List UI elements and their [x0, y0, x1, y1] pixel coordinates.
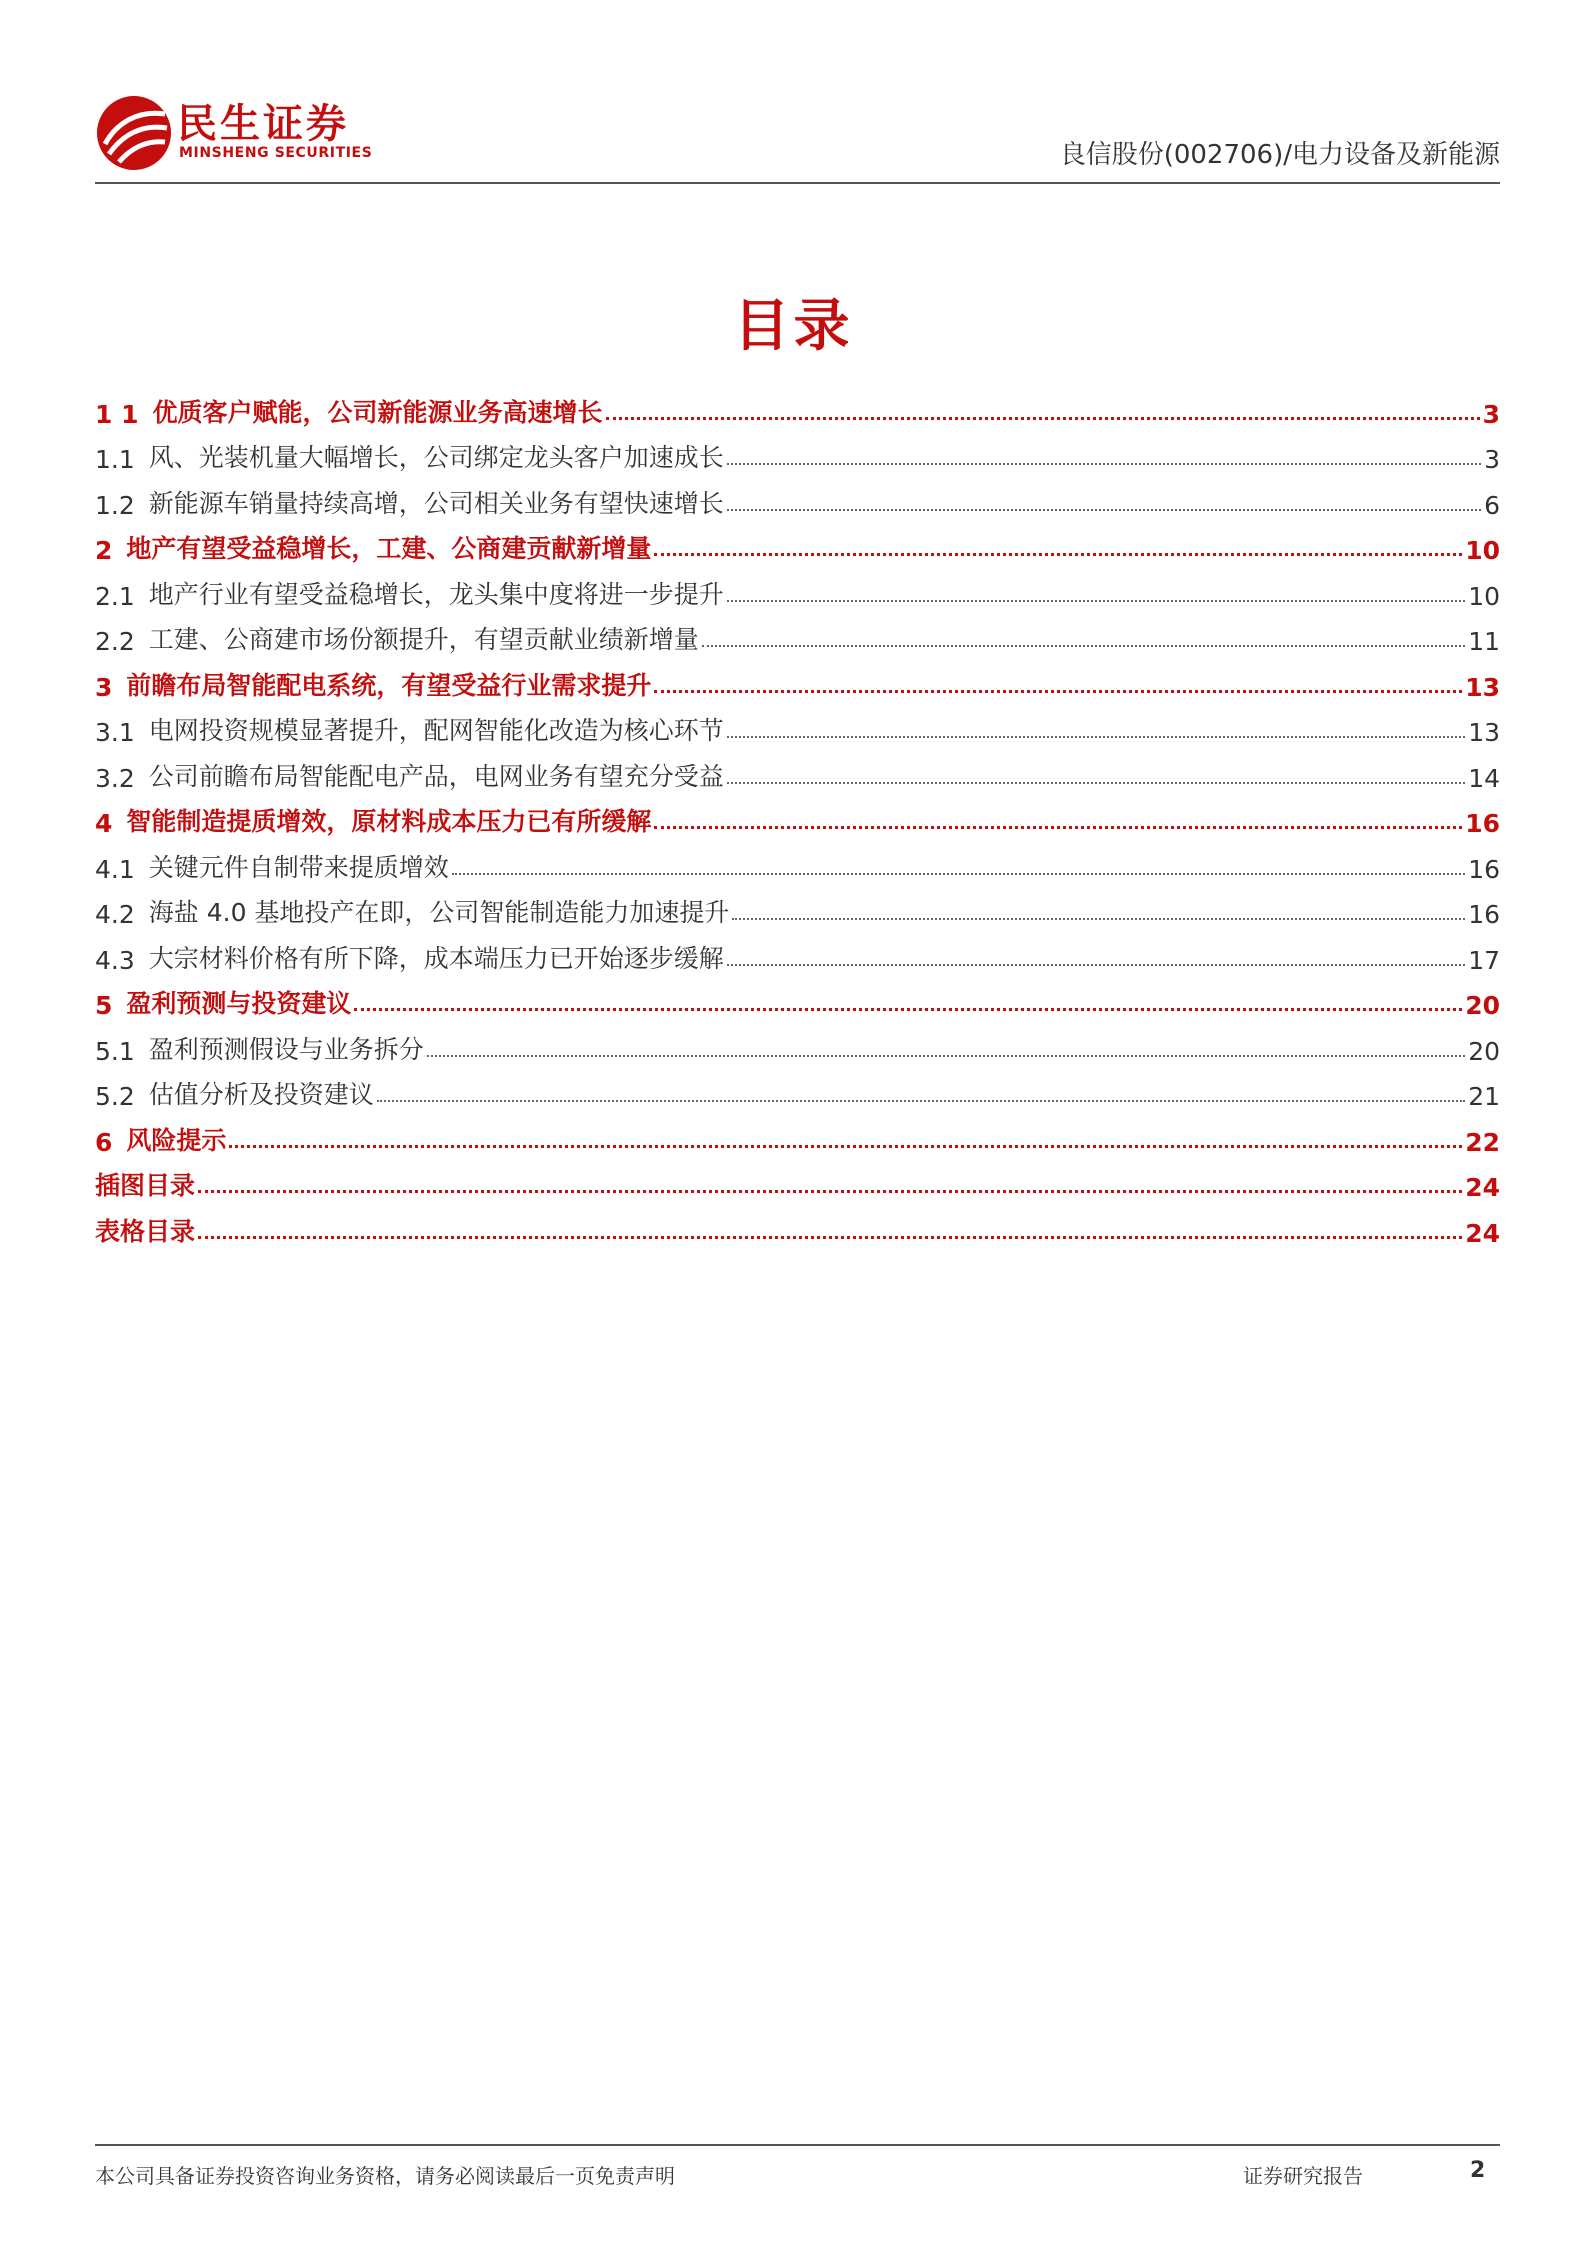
- toc-entry-title: 优质客户赋能，公司新能源业务高速增长: [152, 397, 603, 427]
- toc-entry-title: 工建、公商建市场份额提升，有望贡献业绩新增量: [148, 625, 699, 654]
- toc-entry-title: 电网投资规模显著提升，配网智能化改造为核心环节: [148, 716, 724, 745]
- report-subject: 良信股份(002706)/电力设备及新能源: [1059, 140, 1500, 170]
- toc-entry-section[interactable]: [95, 793, 1500, 839]
- toc-entry-subsection[interactable]: [95, 1020, 1500, 1066]
- toc-entry-number: 6: [95, 1127, 113, 1157]
- toc-entry-title: 估值分析及投资建议: [148, 1080, 374, 1109]
- toc-entry-number: 3.2: [95, 763, 135, 793]
- toc-dot-leader: [452, 873, 1465, 875]
- toc-entry-page: 3: [1484, 445, 1500, 474]
- toc-entry-subsection[interactable]: [95, 429, 1500, 475]
- footer-disclaimer: 本公司具备证券投资咨询业务资格，请务必阅读最后一页免责声明: [95, 2164, 675, 2188]
- toc-entry-subsection[interactable]: [95, 1066, 1500, 1112]
- toc-entry-page: 16: [1465, 809, 1500, 838]
- toc-entry-subsection[interactable]: [95, 838, 1500, 884]
- toc-entry-title: 地产有望受益稳增长，工建、公商建贡献新增量: [126, 534, 652, 563]
- toc-entry-section[interactable]: [95, 1157, 1500, 1203]
- toc-entry-subsection[interactable]: [95, 611, 1500, 657]
- toc-entry-section[interactable]: [95, 1111, 1500, 1157]
- company-logo: [95, 88, 395, 184]
- toc-entry-number: 1.2: [95, 490, 135, 520]
- toc-dot-leader: [727, 736, 1465, 738]
- toc-entry-number: 2: [95, 536, 113, 565]
- toc-dot-leader: [198, 1190, 1462, 1193]
- toc-entry-page: 13: [1468, 718, 1500, 747]
- toc-entry-number: 4.3: [95, 945, 135, 975]
- toc-entry-title: 风险提示: [126, 1125, 227, 1155]
- toc-title: 目录: [733, 294, 854, 359]
- toc-entry-subsection[interactable]: [95, 884, 1500, 930]
- toc-entry-number: 1 1: [95, 399, 139, 429]
- toc-dot-leader: [654, 690, 1462, 693]
- toc-entry-subsection[interactable]: [95, 565, 1500, 611]
- toc-entry-subsection[interactable]: [95, 474, 1500, 520]
- toc-entry-title: 前瞻布局智能配电系统，有望受益行业需求提升: [126, 670, 652, 700]
- toc-entry-page: 24: [1465, 1173, 1500, 1202]
- toc-entry-title: 表格目录: [95, 1216, 196, 1246]
- toc-dot-leader: [354, 1008, 1462, 1011]
- toc-entry-title: 公司前瞻布局智能配电产品，电网业务有望充分受益: [148, 761, 724, 791]
- table-of-contents: [95, 383, 1500, 1248]
- toc-entry-section[interactable]: [95, 520, 1500, 566]
- toc-entry-subsection[interactable]: [95, 747, 1500, 793]
- toc-entry-title: 插图目录: [95, 1171, 196, 1200]
- page-header: [95, 88, 1500, 184]
- toc-dot-leader: [732, 918, 1465, 920]
- toc-entry-page: 11: [1468, 627, 1500, 656]
- toc-entry-section[interactable]: [95, 656, 1500, 702]
- toc-entry-page: 3: [1482, 399, 1500, 429]
- toc-entry-title: 智能制造提质增效，原材料成本压力已有所缓解: [126, 807, 652, 836]
- toc-entry-title: 盈利预测与投资建议: [126, 989, 352, 1018]
- toc-entry-subsection[interactable]: [95, 929, 1500, 975]
- toc-entry-number: 4.1: [95, 854, 135, 884]
- toc-entry-title: 风、光装机量大幅增长，公司绑定龙头客户加速成长: [148, 443, 724, 472]
- toc-entry-number: 5.1: [95, 1036, 135, 1066]
- toc-entry-page: 16: [1468, 900, 1500, 929]
- toc-entry-page: 13: [1465, 672, 1500, 702]
- toc-entry-number: 4.2: [95, 900, 135, 929]
- toc-entry-title: 盈利预测假设与业务拆分: [148, 1034, 424, 1064]
- toc-dot-leader: [198, 1236, 1462, 1239]
- toc-entry-subsection[interactable]: [95, 702, 1500, 748]
- toc-entry-number: 3.1: [95, 718, 135, 747]
- toc-entry-number: 3: [95, 672, 113, 702]
- toc-dot-leader: [654, 553, 1462, 556]
- logo-chinese-name: 民生证券: [177, 101, 349, 147]
- logo-english-name: MINSHENG SECURITIES: [179, 145, 373, 161]
- page-number: 2: [1470, 2158, 1486, 2183]
- toc-entry-number: 2.1: [95, 581, 135, 611]
- toc-entry-section[interactable]: [95, 383, 1500, 429]
- toc-dot-leader: [727, 509, 1481, 511]
- toc-entry-title: 新能源车销量持续高增，公司相关业务有望快速增长: [148, 488, 724, 518]
- toc-dot-leader: [727, 964, 1465, 966]
- toc-entry-title: 关键元件自制带来提质增效: [148, 852, 449, 882]
- toc-entry-number: 4: [95, 809, 113, 838]
- toc-entry-title: 大宗材料价格有所下降，成本端压力已开始逐步缓解: [148, 943, 724, 973]
- toc-entry-page: 10: [1468, 581, 1500, 611]
- toc-entry-page: 21: [1468, 1082, 1500, 1111]
- toc-entry-page: 14: [1468, 763, 1500, 793]
- toc-dot-leader: [377, 1100, 1465, 1102]
- toc-entry-number: 5.2: [95, 1082, 135, 1111]
- toc-entry-page: 20: [1465, 991, 1500, 1020]
- toc-entry-number: 5: [95, 991, 113, 1020]
- toc-entry-number: 2.2: [95, 627, 135, 656]
- toc-dot-leader: [702, 645, 1465, 647]
- toc-entry-title: 海盐 4.0 基地投产在即，公司智能制造能力加速提升: [148, 898, 730, 927]
- footer-report-type: 证券研究报告: [1243, 2164, 1363, 2188]
- toc-dot-leader: [727, 463, 1481, 465]
- toc-entry-page: 17: [1468, 945, 1500, 975]
- toc-dot-leader: [727, 782, 1465, 784]
- toc-dot-leader: [229, 1145, 1462, 1148]
- toc-dot-leader: [606, 417, 1480, 420]
- toc-dot-leader: [427, 1055, 1465, 1057]
- header-divider: [95, 182, 1500, 184]
- toc-entry-section[interactable]: [95, 1202, 1500, 1248]
- toc-entry-page: 6: [1484, 490, 1500, 520]
- toc-entry-page: 22: [1465, 1127, 1500, 1157]
- toc-entry-page: 10: [1465, 536, 1500, 565]
- toc-dot-leader: [654, 826, 1462, 829]
- toc-entry-number: 1.1: [95, 445, 135, 474]
- toc-entry-section[interactable]: [95, 975, 1500, 1021]
- toc-entry-title: 地产行业有望受益稳增长，龙头集中度将进一步提升: [148, 579, 724, 609]
- toc-entry-page: 24: [1465, 1218, 1500, 1248]
- minsheng-logo-icon: [95, 94, 173, 172]
- toc-entry-page: 20: [1468, 1036, 1500, 1066]
- toc-dot-leader: [727, 600, 1465, 602]
- toc-entry-page: 16: [1468, 854, 1500, 884]
- footer-divider: [95, 2144, 1500, 2146]
